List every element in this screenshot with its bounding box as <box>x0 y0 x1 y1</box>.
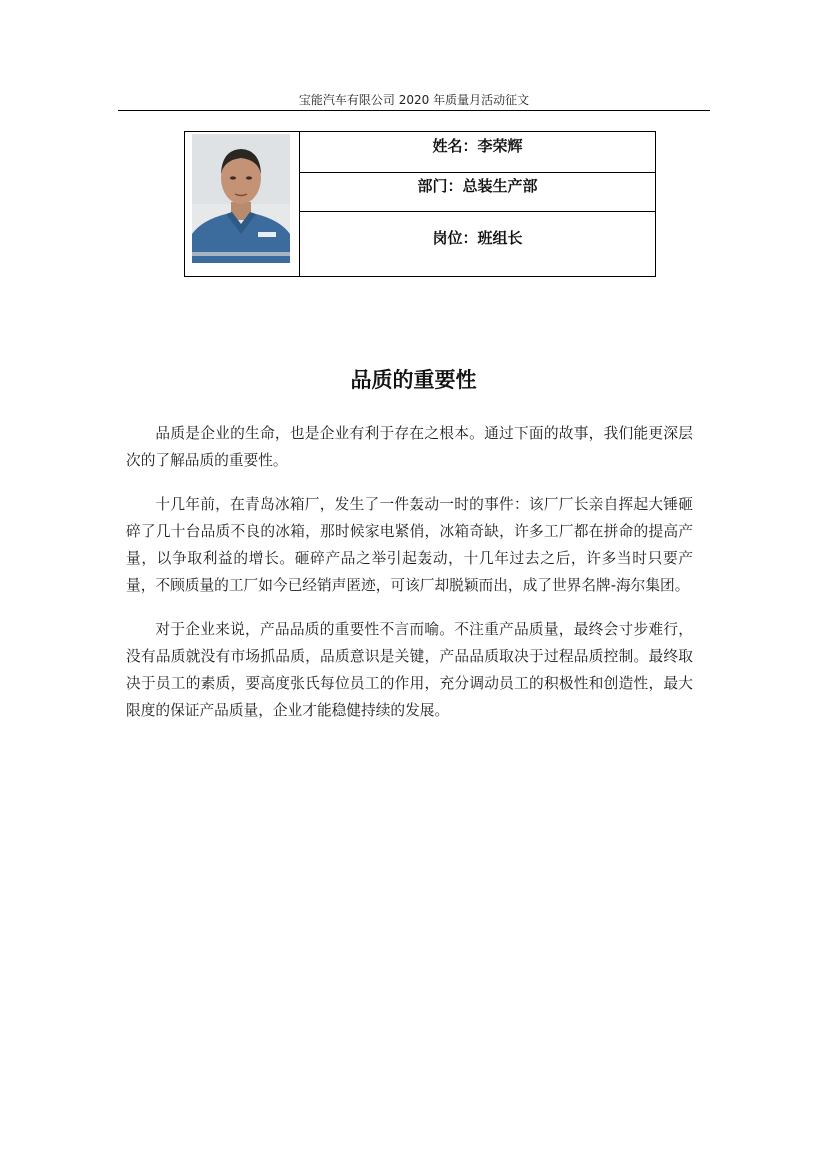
person-photo-icon <box>192 134 290 263</box>
page-header: 宝能汽车有限公司 2020 年质量月活动征文 <box>298 93 530 107</box>
paragraph: 品质是企业的生命，也是企业有利于存在之根本。通过下面的故事，我们能更深层次的了解品质的重要性。 <box>126 425 693 469</box>
article-body <box>126 420 693 741</box>
name-field: 姓名：李荣辉 <box>300 132 655 173</box>
department-field: 部门：总装生产部 <box>300 173 655 212</box>
author-info-table <box>184 131 656 277</box>
author-photo <box>192 134 290 263</box>
position-field: 岗位：班组长 <box>432 229 523 247</box>
article-title: 品质的重要性 <box>350 368 477 392</box>
paragraph: 十几年前，在青岛冰箱厂，发生了一件轰动一时的事件：该厂厂长亲自挥起大锤砸碎了几十台品质不良的冰箱，那时候家电紧俏，冰箱奇缺，许多工厂都在拼命的提高产量，以争取利益的增长。砸碎产品之举引起轰动，十几年过去之后，许多当时只要产量，不顾质量的工厂如今已经销声匿迹，可该厂却脱颖而出，成了世界名牌-海尔集团。 <box>126 496 693 594</box>
header-divider <box>118 110 710 111</box>
paragraph: 对于企业来说，产品品质的重要性不言而喻。不注重产品质量，最终会寸步难行，没有品质就没有市场抓品质，品质意识是关键，产品品质取决于过程品质控制。最终取决于员工的素质，要高度张氏每位员工的作用，充分调动员工的积极性和创造性，最大限度的保证产品质量，企业才能稳健持续的发展。 <box>126 621 693 719</box>
photo-cell <box>185 132 300 276</box>
